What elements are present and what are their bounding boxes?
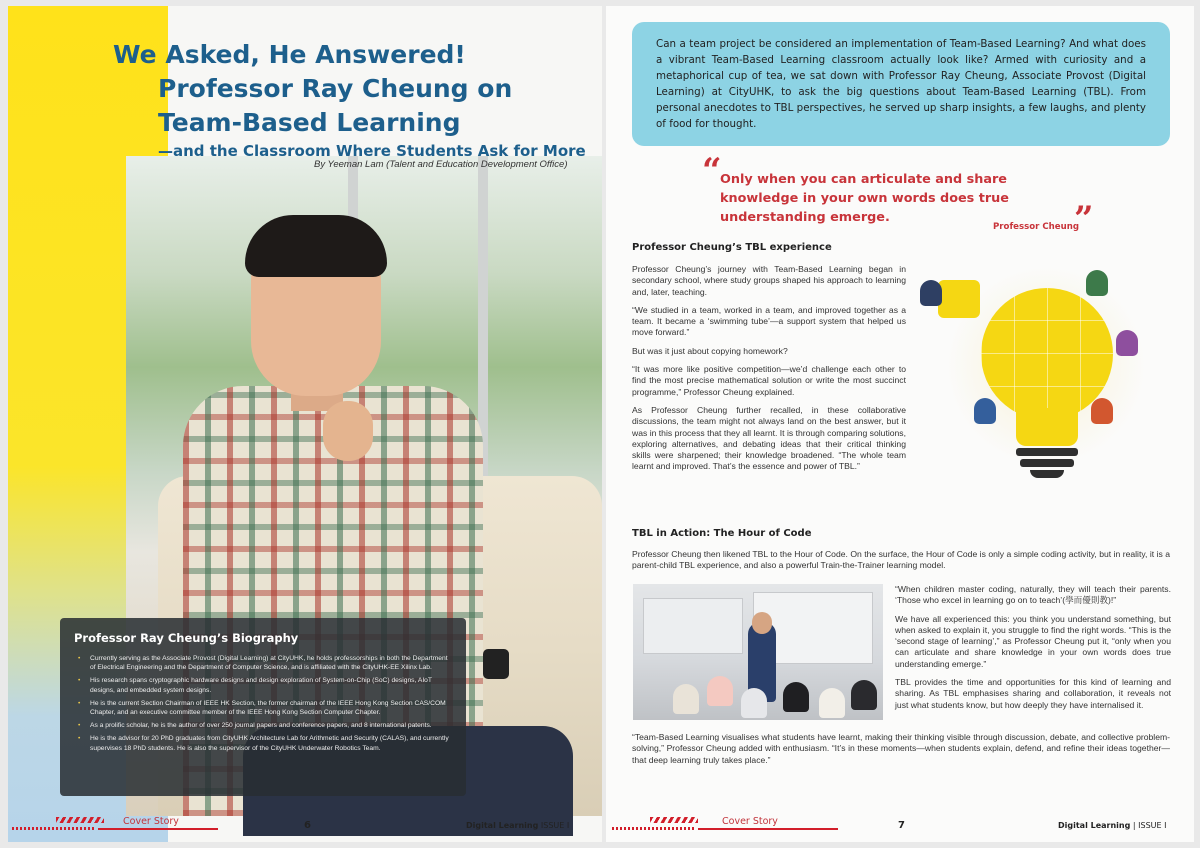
section-heading-hour-of-code: TBL in Action: The Hour of Code xyxy=(632,528,812,539)
section-heading-experience: Professor Cheung’s TBL experience xyxy=(632,242,832,253)
paragraph: We have all experienced this: you think you understand something, but when asked to explain it, you struggle to find the right words. “This is the ‘second stage of learning’,” as Professor Cheung put it, “only when you can articulate and share knowledge in your own words does true understanding emerge.” xyxy=(895,613,1171,669)
closing-paragraph: “Team-Based Learning visualises what students have learnt, making their thinking visible through discussion, debate, and collective problem-solving,” Professor Cheung added with enthusiasm. “It’s in these moments—when students explain, defend, and refine their ideas together—that deep learning truly takes place.” xyxy=(632,732,1170,765)
bulb-neck xyxy=(1016,408,1078,446)
title-line-1: We Asked, He Answered! xyxy=(113,40,466,69)
bulb-base xyxy=(1030,470,1064,478)
lightbulb-icon xyxy=(981,288,1113,420)
student-figure xyxy=(707,676,733,706)
bulb-base xyxy=(1016,448,1078,456)
brand-name: Digital Learning xyxy=(466,821,539,830)
title-line-2: Professor Ray Cheung on xyxy=(158,74,513,103)
biography-box xyxy=(60,618,466,796)
projector-screen xyxy=(643,598,743,654)
paragraph: But was it just about copying homework? xyxy=(632,345,788,356)
student-figure xyxy=(783,682,809,712)
quote-attribution: Professor Cheung xyxy=(993,222,1080,232)
open-quote-icon: “ xyxy=(702,151,722,191)
student-figure xyxy=(673,684,699,714)
red-line-decoration xyxy=(98,828,218,830)
footer-left xyxy=(8,812,602,840)
teacher-head xyxy=(752,612,772,634)
title-line-3: Team-Based Learning xyxy=(158,108,461,137)
biography-item: • He is the current Section Chairman of IEEE HK Section, the former chairman of the IEEE Hong Kong Section CAS/COM Chapter, and an executive committee member of the IEEE Hong Kong Section Computer Chapter. xyxy=(74,699,452,717)
student-figure xyxy=(819,688,845,718)
lightbulb-puzzle-illustration xyxy=(916,258,1186,508)
biography-item: • His research spans cryptographic hardware designs and design exploration of System-on-Chip (SoC) designs, AIoT designs, and embedded system designs. xyxy=(74,676,452,694)
paragraph: TBL provides the time and opportunities for this kind of learning and sharing. As TBL emphasises sharing and collaboration, it reveals not just what students know, but how deeply they have internalised it. xyxy=(895,677,1171,710)
person-icon xyxy=(974,398,996,424)
red-line-decoration xyxy=(698,828,838,830)
intro-box: Can a team project be considered an implementation of Team-Based Learning? And what does a vibrant Team-Based Learning classroom actually look like? Armed with curiosity and a metaphorical cup of tea, we sat down with Professor Ray Cheung, Associate Provost (Digital Learning) at CityUHK, to ask the big questions about Team-Based Learning (TBL). From personal anecdotes to TBL perspectives, he served up sharp insights, a few laughs, and plenty of food for thought. xyxy=(632,22,1170,146)
paragraph: Professor Cheung’s journey with Team-Based Learning began in secondary school, where study groups shaped his approach to learning and, later, teaching. xyxy=(632,264,906,297)
student-figure xyxy=(851,680,877,710)
hour-of-code-lead: Professor Cheung then likened TBL to the Hour of Code. On the surface, the Hour of Code is only a simple coding activity, but in reality, it is a parent-child TBL experience, and also a powerful Train-the-Trainer learning model. xyxy=(632,549,1170,571)
biography-item: • As a prolific scholar, he is the author of over 250 journal papers and conference papers, and 8 international patents. xyxy=(74,721,452,730)
student-figure xyxy=(741,688,767,718)
brand-name: Digital Learning xyxy=(1058,821,1131,830)
puzzle-piece-icon xyxy=(938,280,980,318)
hour-of-code-column xyxy=(895,584,1171,718)
page-number: 6 xyxy=(304,820,311,831)
issue-label: ISSUE I xyxy=(540,821,570,830)
paragraph: “We studied in a team, worked in a team, and improved together as a team. It became a ‘swimming tube’—a support system that helped us move forward.” xyxy=(632,304,906,338)
stripe-decoration xyxy=(650,817,698,823)
footer-right xyxy=(606,812,1194,840)
paragraph: As Professor Cheung further recalled, in these collaborative discussions, the team might not always land on the best answer, but it was in this process that they all learnt. It is through comparing solutions, exploring alternatives, and debating ideas that their critical thinking skills were sharpened; their knowledge broadened. “The whole team learnt and improved. That’s the essence and power of TBL.” xyxy=(632,404,906,472)
person-icon xyxy=(1116,330,1138,356)
brand-separator: | xyxy=(1132,821,1136,830)
pull-quote-text: Only when you can articulate and share knowledge in your own words does true understanding emerge. xyxy=(720,172,1009,225)
hair xyxy=(245,215,387,277)
paragraph: “When children master coding, naturally, they will teach their parents. ‘Those who excel in learning go on to teach’(學而優則教)!” xyxy=(895,584,1171,606)
biography-list xyxy=(74,654,452,753)
footer-brand xyxy=(466,821,569,830)
biography-item: • He is the advisor for 20 PhD graduates from CityUHK Architecture Lab for Arithmetic and Security (CALAS), and currently supervises 18 PhD students. He is also the supervisor of the CityUHK Underwater Robotics Team. xyxy=(74,734,452,752)
paragraph: “It was more like positive competition—we’d challenge each other to find the most precise mathematical solution or write the most succinct programme,” Professor Cheung explained. xyxy=(632,364,906,397)
footer-brand xyxy=(1058,821,1166,830)
section-label: Cover Story xyxy=(722,816,778,827)
byline: By Yeeman Lam (Talent and Education Development Office) xyxy=(314,159,568,170)
experience-column xyxy=(632,264,906,480)
watch-icon xyxy=(483,649,509,679)
article-subtitle: —and the Classroom Where Students Ask for More xyxy=(158,142,586,160)
left-page xyxy=(8,6,602,842)
issue-label: ISSUE I xyxy=(1138,821,1167,830)
section-label: Cover Story xyxy=(123,816,179,827)
article-title xyxy=(113,38,593,160)
close-quote-icon: ” xyxy=(1074,199,1094,239)
right-page xyxy=(606,6,1194,842)
classroom-photo xyxy=(633,584,883,720)
biography-heading: Professor Ray Cheung’s Biography xyxy=(74,631,299,645)
person-icon xyxy=(1091,398,1113,424)
person-icon xyxy=(1086,270,1108,296)
page-number: 7 xyxy=(898,820,905,831)
stripe-decoration xyxy=(56,817,104,823)
dotted-decoration xyxy=(12,827,94,830)
person-icon xyxy=(920,280,942,306)
hand xyxy=(323,401,373,461)
bulb-base xyxy=(1020,459,1074,467)
dotted-decoration xyxy=(612,827,694,830)
biography-item: • Currently serving as the Associate Provost (Digital Learning) at CityUHK, he holds professorships in both the Department of Electrical Engineering and the Department of Computer Science, and is affiliated with the CityUHK-EE Xilinx Lab. xyxy=(74,654,452,672)
